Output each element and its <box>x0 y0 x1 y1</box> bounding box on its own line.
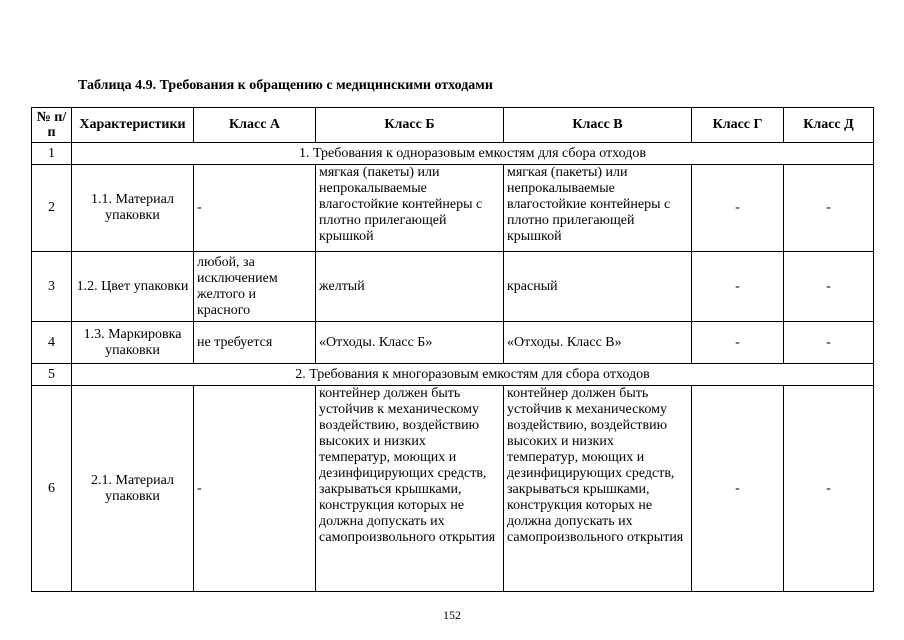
cell-class-v: «Отходы. Класс В» <box>504 322 692 364</box>
cell-characteristic: 1.1. Материал упаковки <box>72 165 194 252</box>
cell-class-d: - <box>784 386 874 592</box>
table-row <box>32 165 874 252</box>
cell-characteristic: 1.2. Цвет упаковки <box>72 252 194 322</box>
cell-class-b: желтый <box>316 252 504 322</box>
row-num: 1 <box>32 143 72 165</box>
table-row <box>32 386 874 592</box>
cell-class-d: - <box>784 165 874 252</box>
header-class-d: Класс Д <box>784 108 874 143</box>
requirements-table <box>31 107 874 592</box>
row-num: 3 <box>32 252 72 322</box>
cell-class-g: - <box>692 386 784 592</box>
cell-class-a: - <box>194 165 316 252</box>
table-row <box>32 322 874 364</box>
table-row <box>32 143 874 165</box>
row-num: 5 <box>32 364 72 386</box>
row-num: 2 <box>32 165 72 252</box>
cell-class-b: «Отходы. Класс Б» <box>316 322 504 364</box>
cell-class-a: любой, за исключением желтого и красного <box>194 252 316 322</box>
cell-class-g: - <box>692 322 784 364</box>
header-num: № п/п <box>32 108 72 143</box>
header-class-a: Класс А <box>194 108 316 143</box>
cell-class-g: - <box>692 165 784 252</box>
cell-class-g: - <box>692 252 784 322</box>
row-num: 4 <box>32 322 72 364</box>
header-row <box>32 108 874 143</box>
cell-class-b: контейнер должен быть устойчив к механическому воздействию, воздействию высоких и низких температур, моющих и дезинфицирующих средств, закрываться крышками, конструкция которых не должна допускать их самопроизвольного открытия <box>316 386 504 592</box>
page-number: 152 <box>443 608 461 622</box>
cell-characteristic: 1.3. Маркировка упаковки <box>72 322 194 364</box>
cell-class-v: красный <box>504 252 692 322</box>
cell-class-a: не требуется <box>194 322 316 364</box>
cell-class-d: - <box>784 322 874 364</box>
table-caption: Таблица 4.9. Требования к обращению с медицинскими отходами <box>78 78 493 93</box>
cell-class-v: контейнер должен быть устойчив к механическому воздействию, воздействию высоких и низких температур, моющих и дезинфицирующих средств, закрываться крышками, конструкция которых не должна допускать их самопроизвольного открытия <box>504 386 692 592</box>
header-class-v: Класс В <box>504 108 692 143</box>
cell-characteristic: 2.1. Материал упаковки <box>72 386 194 592</box>
row-num: 6 <box>32 386 72 592</box>
table-row <box>32 252 874 322</box>
cell-class-a: - <box>194 386 316 592</box>
header-characteristic: Характеристики <box>72 108 194 143</box>
section-title: 2. Требования к многоразовым емкостям для сбора отходов <box>72 364 874 386</box>
cell-class-v: мягкая (пакеты) или непрокалываемые влагостойкие контейнеры с плотно прилегающей крышкой <box>504 165 692 252</box>
cell-class-b: мягкая (пакеты) или непрокалываемые влагостойкие контейнеры с плотно прилегающей крышкой <box>316 165 504 252</box>
section-title: 1. Требования к одноразовым емкостям для сбора отходов <box>72 143 874 165</box>
table-row <box>32 364 874 386</box>
header-class-g: Класс Г <box>692 108 784 143</box>
cell-class-d: - <box>784 252 874 322</box>
header-class-b: Класс Б <box>316 108 504 143</box>
